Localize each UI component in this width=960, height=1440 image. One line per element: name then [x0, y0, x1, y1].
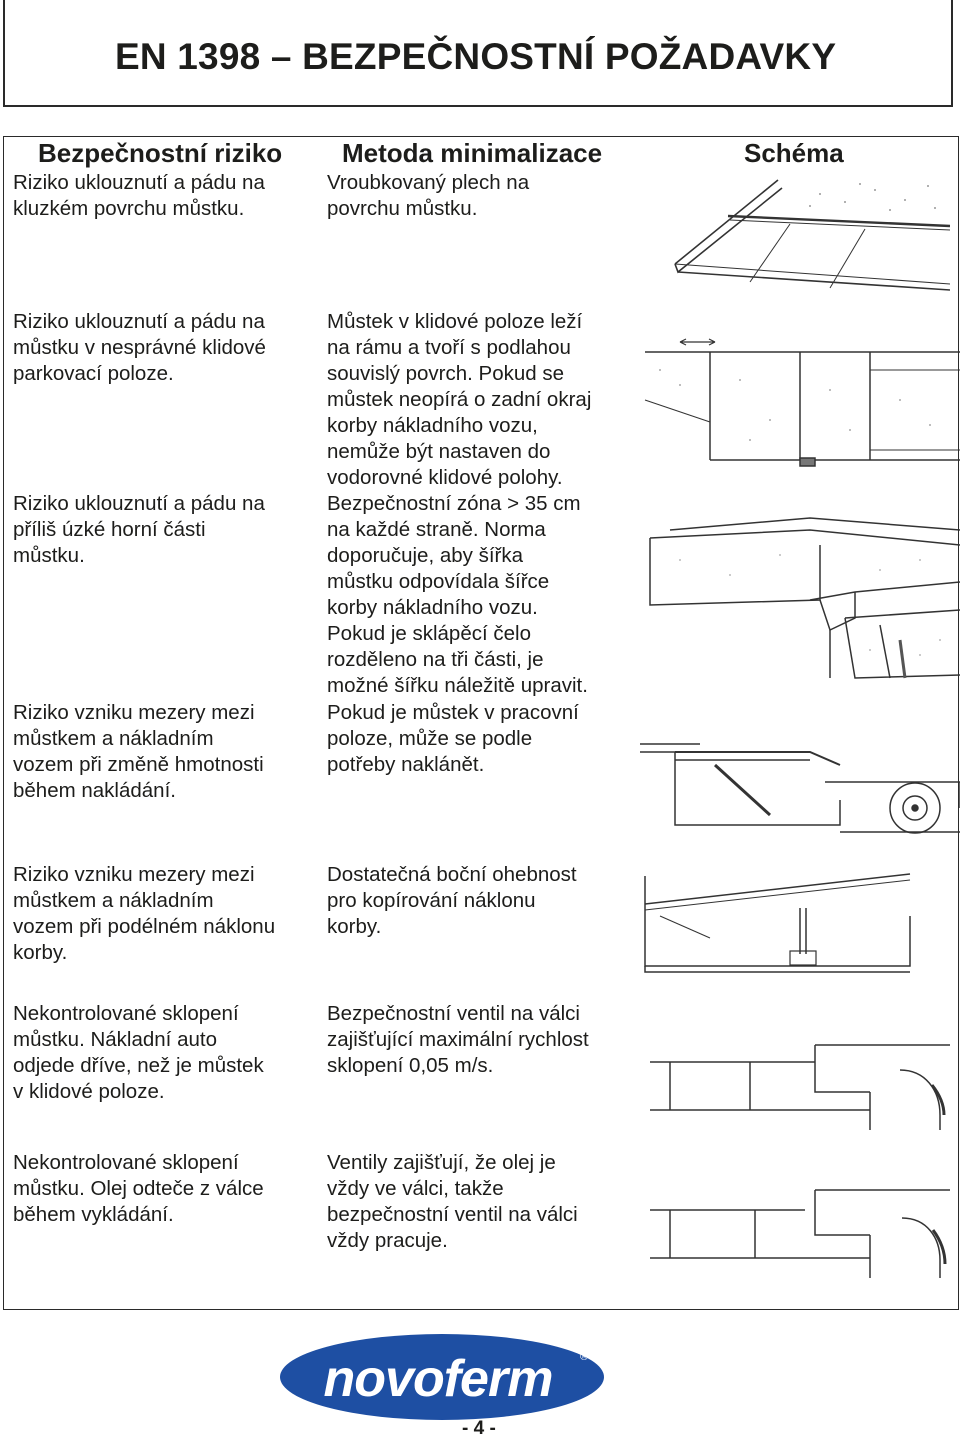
method-5: Dostatečná boční ohebnost pro kopírování náklonu korby.: [327, 863, 577, 938]
schema-checker-plate: [670, 172, 950, 307]
risk-4: Riziko vzniku mezery mezi můstkem a nákladním vozem při změně hmotnosti během nakládání.: [13, 701, 264, 802]
method-1: Vroubkovaný plech na povrchu můstku.: [327, 171, 530, 220]
schema-oil-valves: [640, 1160, 950, 1280]
method-3: Bezpečnostní zóna > 35 cm na každé straně. Norma doporučuje, aby šířka můstku odpovídala šířce korby nákladního vozu. Pokud je sklápěcí čelo rozděleno na tři části, je možné šířku náležitě upravit.: [327, 492, 588, 697]
risk-3: Riziko uklouznutí a pádu na příliš úzké horní části můstku.: [13, 492, 265, 567]
method-7: Ventily zajišťují, že olej je vždy ve válci, takže bezpečnostní ventil na válci vždy pracuje.: [327, 1151, 578, 1252]
schema-safety-zone: [640, 500, 960, 690]
risk-2: Riziko uklouznutí a pádu na můstku v nesprávné klidové parkovací poloze.: [13, 310, 266, 385]
title-box: [3, 0, 953, 107]
page-title: EN 1398 – BEZPEČNOSTNÍ POŽADAVKY: [115, 36, 837, 77]
risk-1: Riziko uklouznutí a pádu na kluzkém povrchu můstku.: [13, 171, 265, 220]
schema-safety-valve: [640, 1010, 950, 1130]
page-number: - 4 -: [462, 1418, 496, 1439]
svg-text:®: ®: [580, 1351, 589, 1363]
risk-5: Riziko vzniku mezery mezi můstkem a nákladním vozem při podélném náklonu korby.: [13, 863, 276, 964]
method-4: Pokud je můstek v pracovní poloze, může se podle potřeby naklánět.: [327, 701, 579, 776]
svg-text:novoferm: novoferm: [323, 1350, 553, 1408]
schema-tilt: [640, 866, 920, 976]
header-schema: Schéma: [744, 138, 844, 168]
risk-7: Nekontrolované sklopení můstku. Olej odteče z válce během vykládání.: [13, 1151, 264, 1226]
method-6: Bezpečnostní ventil na válci zajišťující maximální rychlost sklopení 0,05 m/s.: [327, 1002, 589, 1077]
header-risk: Bezpečnostní riziko: [38, 138, 283, 168]
novoferm-logo: [275, 1330, 610, 1425]
method-2: Můstek v klidové poloze leží na rámu a tvoří s podlahou souvislý povrch. Pokud se můstek neopírá o zadní okraj korby nákladního vozu, nemůže být nastaven do vodorovné klidové polohy.: [327, 310, 592, 489]
schema-working-position: [640, 730, 960, 840]
risk-6: Nekontrolované sklopení můstku. Nákladní auto odjede dříve, než je můstek v klidové poloze.: [13, 1002, 264, 1103]
header-method: Metoda minimalizace: [342, 138, 603, 168]
schema-rest-position: [640, 330, 960, 480]
